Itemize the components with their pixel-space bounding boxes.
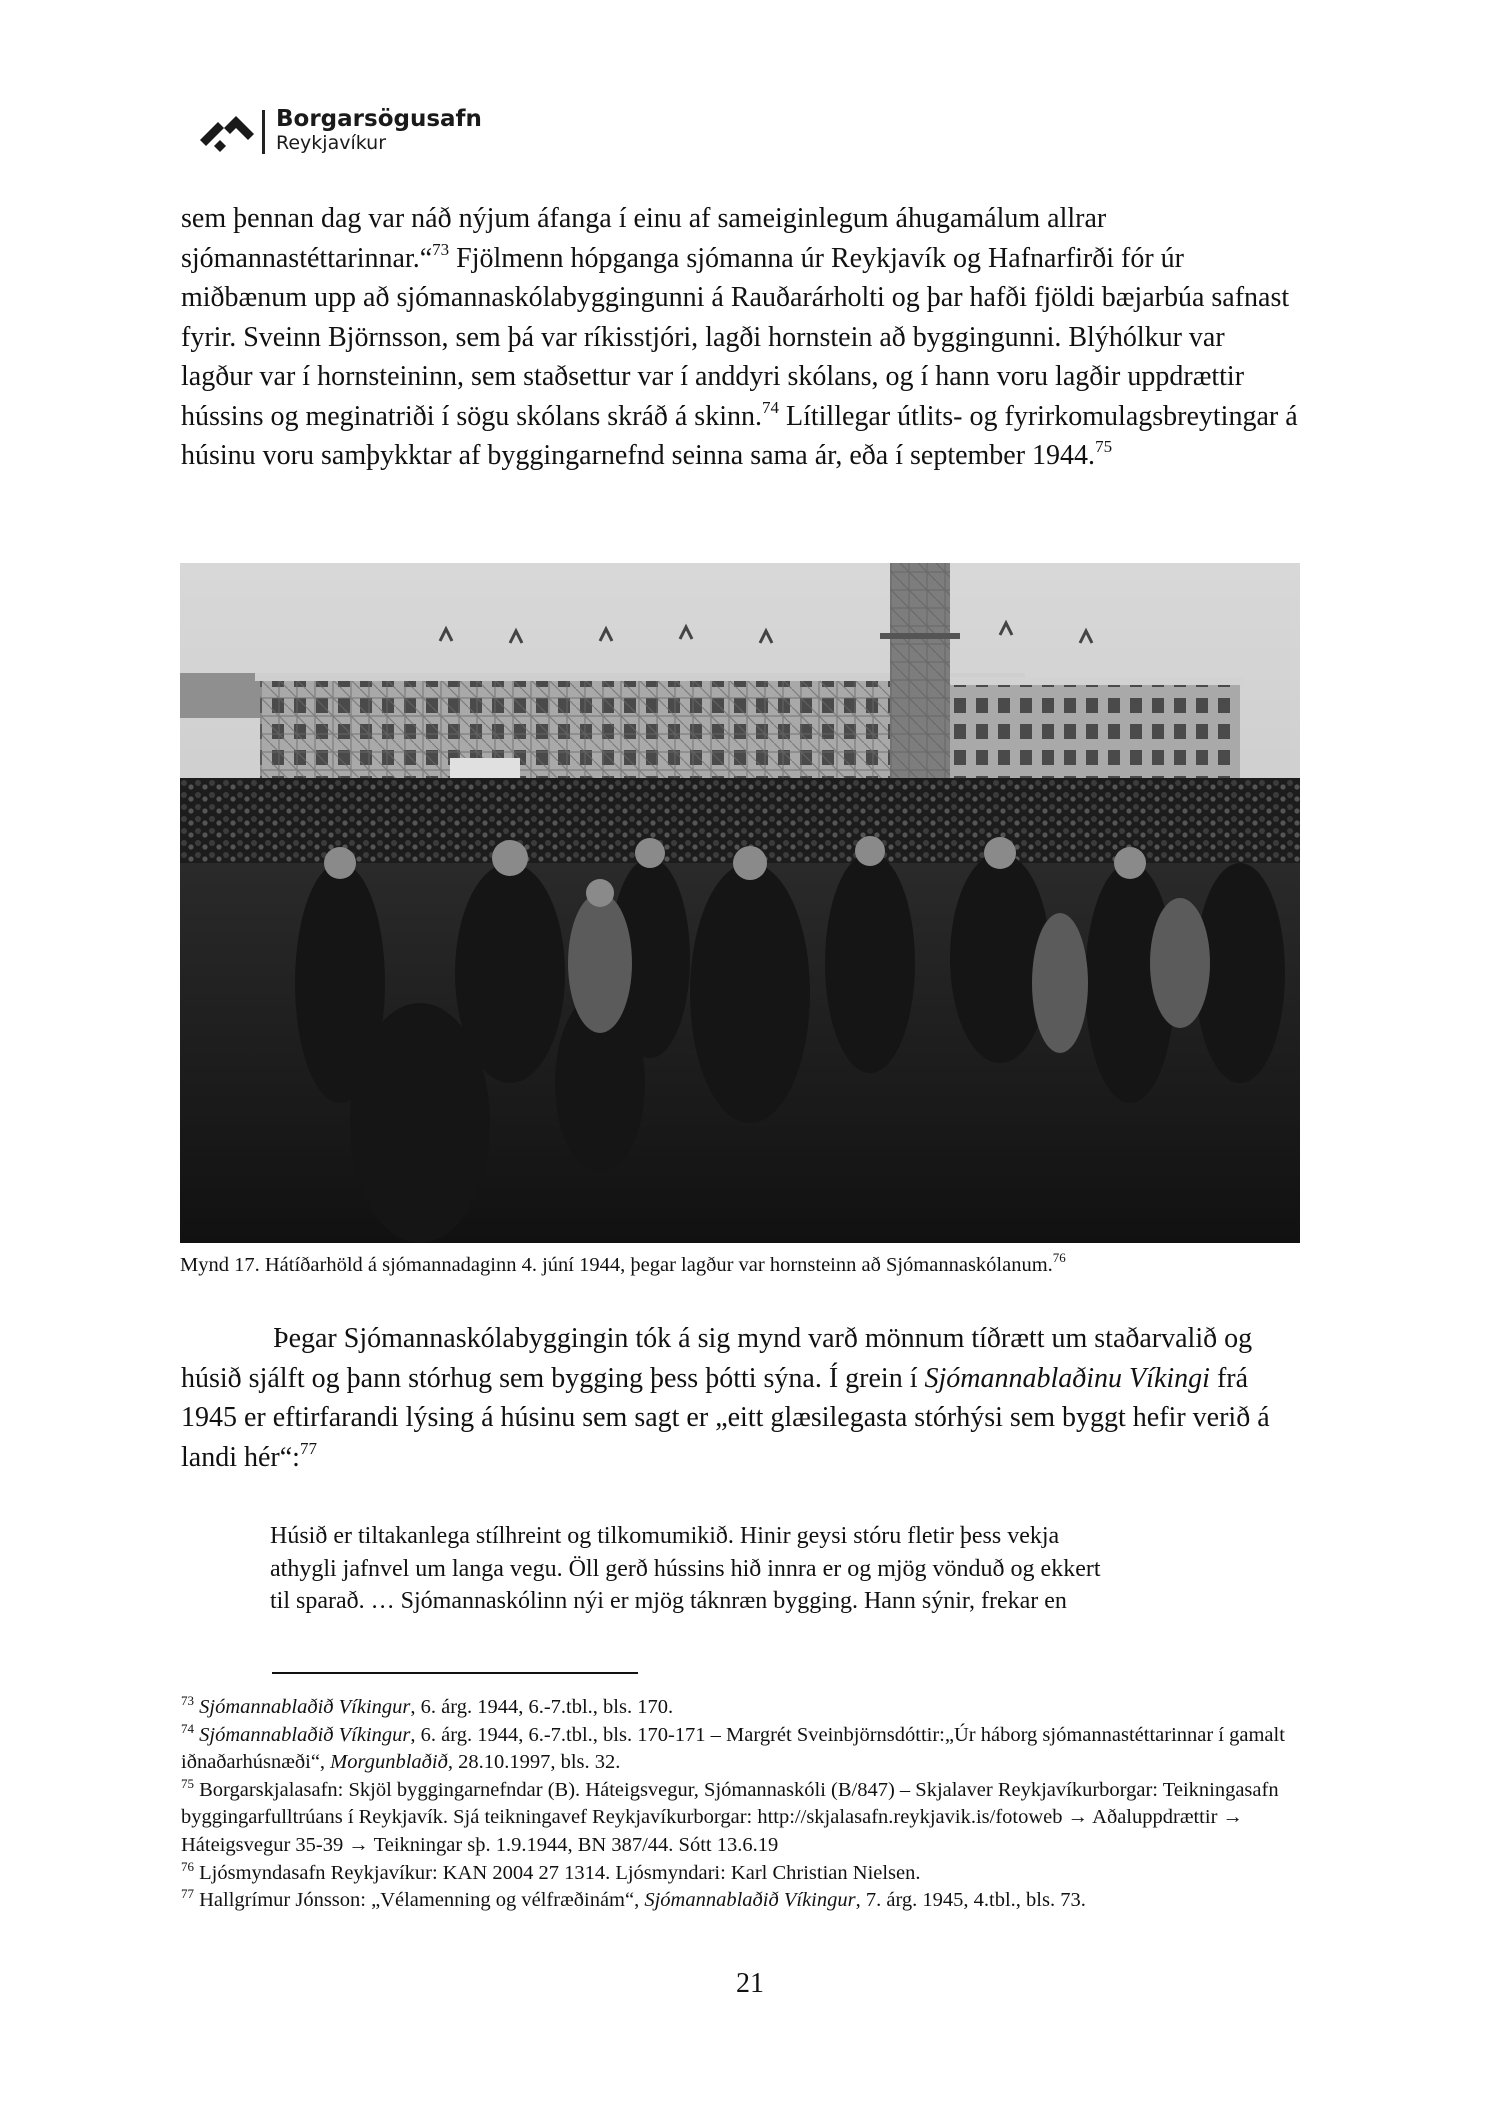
page-number: 21	[736, 1968, 764, 1999]
footnote-ref-73[interactable]: 73	[432, 239, 450, 259]
arrow-icon: →	[1067, 1806, 1089, 1829]
footnote-ref-75[interactable]: 75	[1095, 437, 1113, 456]
block-quote	[270, 1520, 1270, 1618]
arrow-icon: →	[1222, 1806, 1244, 1829]
figure-caption: Mynd 17. Hátíðarhöld á sjómannadaginn 4. júní 1944, þegar lagður var hornsteinn að Sjómannaskólanum.$^{76}$	[180, 1250, 1066, 1276]
logo-subtitle: Reykjavíkur	[276, 132, 387, 154]
logo-divider	[262, 110, 265, 154]
quote-line: til sparað. … Sjómannaskólinn nýi er mjög táknræn bygging. Hann sýnir, frekar en	[270, 1588, 1067, 1614]
footnote-separator	[272, 1672, 638, 1674]
footnote-73: $^{73}$ Sjómannablaðið Víkingur, 6. árg. 1944, 6.-7.tbl., bls. 170.	[181, 1693, 674, 1718]
paragraph-1: sem þennan dag var náð nýjum áfanga í einu af sameiginlegum áhugamálum allrar sjómannastéttarinnar.“$^{73}$ Fjölmenn hópganga sjómanna úr Reykjavík og Hafnarfirði fór úr miðbænum upp að sjómannaskólabyggingunni á Rauðarárholti og þar hafði fjöldi bæjarbúa safnast fyrir. Sveinn Björnsson, sem þá var ríkisstjóri, lagði hornstein að byggingunni. Blýhólkur var lagður var í hornsteininn, sem staðsettur var í anddyri skólans, og í hann voru lagðir uppdrættir hússins og meginatriði í sögu skólans skráð á skinn.$^{74}$ Lítillegar útlits- og fyrirkomulagsbreytingar á húsinu voru samþykktar af byggingarnefnd seinna sama ár, eða í september 1944.75	[181, 203, 1298, 471]
footnote-ref-74[interactable]: 74	[761, 397, 779, 417]
footnote-77: $^{77}$ Hallgrímur Jónsson: „Vélamenning og vélfræðinám“, Sjómannablaðið Víkingur, 7. árg. 1945, 4.tbl., bls. 73.	[181, 1886, 1086, 1912]
arrow-icon: →	[348, 1833, 369, 1856]
footnote-ref-76[interactable]: 76	[1052, 1250, 1066, 1265]
footnotes	[181, 1694, 1301, 1915]
logo-chevron-icon	[196, 108, 254, 152]
quote-line: athygli jafnvel um langa vegu. Öll gerð hússins hið innra er og mjög vönduð og ekkert	[270, 1555, 1101, 1582]
footnote-76: $^{76}$ Ljósmyndasafn Reykjavíkur: KAN 2004 27 1314. Ljósmyndari: Karl Christian Nielsen.	[181, 1858, 921, 1884]
logo-name: Borgarsögusafn	[276, 106, 482, 132]
quote-line: Húsið er tiltakanlega stílhreint og tilkomumikið. Hinir geysi stóru fletir þess vekja	[270, 1523, 1060, 1549]
historical-photo	[180, 563, 1300, 1243]
footnote-75: $^{75}$ Borgarskjalasafn: Skjöl byggingarnefndar (B). Háteigsvegur, Sjómannaskóli (B/847) – Skjalaver Reykjavíkurborgar: Teikningasafn byggingarfulltrúans í Reykjavík. Sjá teikningavef Reykjavíkurborgar: http://skjalasafn.reykjavik.is/fotoweb → Aðaluppdrættir → Háteigsvegur 35-39 → Teikningar sþ. 1.9.1944, BN 387/44. Sótt 13.6.19	[181, 1775, 1279, 1856]
footnote-link[interactable]: http://skjalasafn.reykjavik.is/fotoweb	[757, 1806, 1063, 1829]
footnote-ref-77[interactable]: 77	[299, 1438, 317, 1458]
footnote-74: $^{74}$ Sjómannablaðið Víkingur, 6. árg. 1944, 6.-7.tbl., bls. 170-171 – Margrét Sveinbjörnsdóttir:„Úr háborg sjómannastéttarinnar í gamalt iðnaðarhúsnæði“, Morgunblaðið, 28.10.1997, bls. 32.	[181, 1720, 1285, 1774]
paragraph-2: Þegar Sjómannaskólabyggingin tók á sig mynd varð mönnum tíðrætt um staðarvalið og húsið sjálft og þann stórhug sem bygging þess þótti sýna. Í grein í Sjómannablaðinu Víkingi frá 1945 er eftirfarandi lýsing á húsinu sem sagt er „eitt glæsilegasta stórhýsi sem byggt hefir verið á landi hér“:$^{77}$	[181, 1323, 1270, 1473]
